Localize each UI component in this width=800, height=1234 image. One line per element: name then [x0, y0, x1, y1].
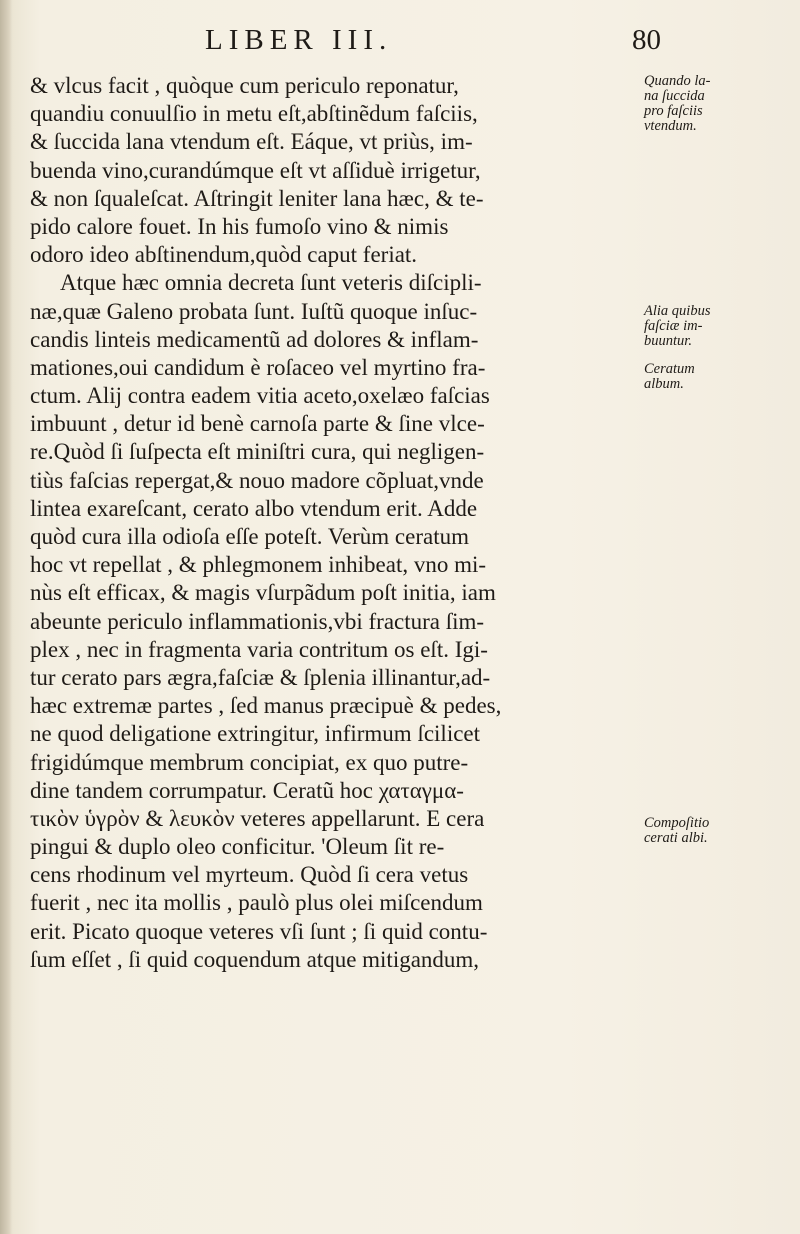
text-line: & vlcus facit , quòque cum periculo reponatur, — [30, 73, 459, 98]
text-line: nùs eſt efficax, & magis vſurpãdum poſt initia, iam — [30, 580, 496, 606]
text-line: imbuunt , detur id benè carnoſa parte & ſine vlce- — [30, 411, 485, 437]
margin-note: Alia quibus faſciæ im- buuntur. — [644, 303, 711, 349]
text-line: candis linteis medicamentũ ad dolores & inflam- — [30, 326, 479, 352]
text-line: pido calore fouet. In his fumoſo vino & nimis — [30, 213, 449, 239]
text-line: hæc extremæ partes , ſed manus præcipuè & pedes, — [30, 693, 502, 719]
page-number: 80 — [632, 24, 661, 56]
page-header — [0, 24, 800, 64]
text-line: erit. Picato quoque veteres vſi ſunt ; ſi quid contu- — [30, 918, 488, 944]
text-line: hoc vt repellat , & phlegmonem inhibeat, vno mi- — [30, 552, 487, 578]
running-title: LIBER III. — [205, 24, 393, 56]
text-line: quandiu conuulſio in metu eſt,abſtinẽdum faſciis, — [30, 101, 478, 127]
text-line: tur cerato pars ægra,faſciæ & ſplenia illinantur,ad- — [30, 664, 491, 690]
text-line: τικὸν ὑγρὸν & λευκὸν veteres appellarunt. E cera — [30, 805, 485, 831]
text-line: & ſuccida lana vtendum eſt. Eáque, vt priùs, im- — [30, 129, 473, 155]
text-line: ſum eſſet , ſi quid coquendum atque mitigandum, — [30, 946, 480, 972]
text-line: mationes,oui candidum è roſaceo vel myrtino fra- — [30, 354, 486, 380]
text-line: & non ſqualeſcat. Aſtringit leniter lana hæc, & te- — [30, 185, 484, 211]
text-line: cens rhodinum vel myrteum. Quòd ſi cera vetus — [30, 862, 469, 888]
text-line: quòd cura illa odioſa eſſe poteſt. Verùm ceratum — [30, 524, 469, 549]
text-line: plex , nec in fragmenta varia contritum os eſt. Igi- — [30, 636, 488, 662]
text-line: lintea exareſcant, cerato albo vtendum erit. Adde — [30, 495, 478, 521]
text-line: ne quod deligatione extringitur, infirmum ſcilicet — [30, 721, 481, 747]
text-line: Atque hæc omnia decreta ſunt veteris diſcipli- — [60, 270, 482, 296]
text-line: odoro ideo abſtinendum,quòd caput feriat. — [30, 242, 418, 268]
text-line: næ,quæ Galeno probata ſunt. Iuſtũ quoque inſuc- — [30, 298, 478, 324]
text-line: ctum. Alij contra eadem vitia aceto,oxelæo faſcias — [30, 383, 490, 409]
text-line: frigidúmque membrum concipiat, ex quo putre- — [30, 749, 469, 775]
text-line: tiùs faſcias repergat,& nouo madore cõpluat,vnde — [30, 467, 484, 493]
margin-note: Compoſitio cerati albi. — [644, 815, 710, 846]
text-line: abeunte periculo inflammationis,vbi fractura ſim- — [30, 608, 485, 634]
margin-note: Quando la- na ſuccida pro faſciis vtendum. — [644, 73, 711, 134]
binding-gutter — [0, 0, 12, 1234]
text-line: buenda vino,curandúmque eſt vt aſſiduè irrigetur, — [30, 157, 481, 183]
text-line: dine tandem corrumpatur. Ceratũ hoc χαταγμα- — [30, 777, 464, 803]
text-line: re.Quòd ſi ſuſpecta eſt miniſtri cura, qui negligen- — [30, 439, 485, 465]
text-line: fuerit , nec ita mollis , paulò plus olei miſcendum — [30, 890, 483, 916]
body-text — [30, 72, 642, 974]
text-line: pingui & duplo oleo conficitur. 'Oleum ſit re- — [30, 834, 445, 860]
margin-note: Ceratum album. — [644, 361, 695, 392]
